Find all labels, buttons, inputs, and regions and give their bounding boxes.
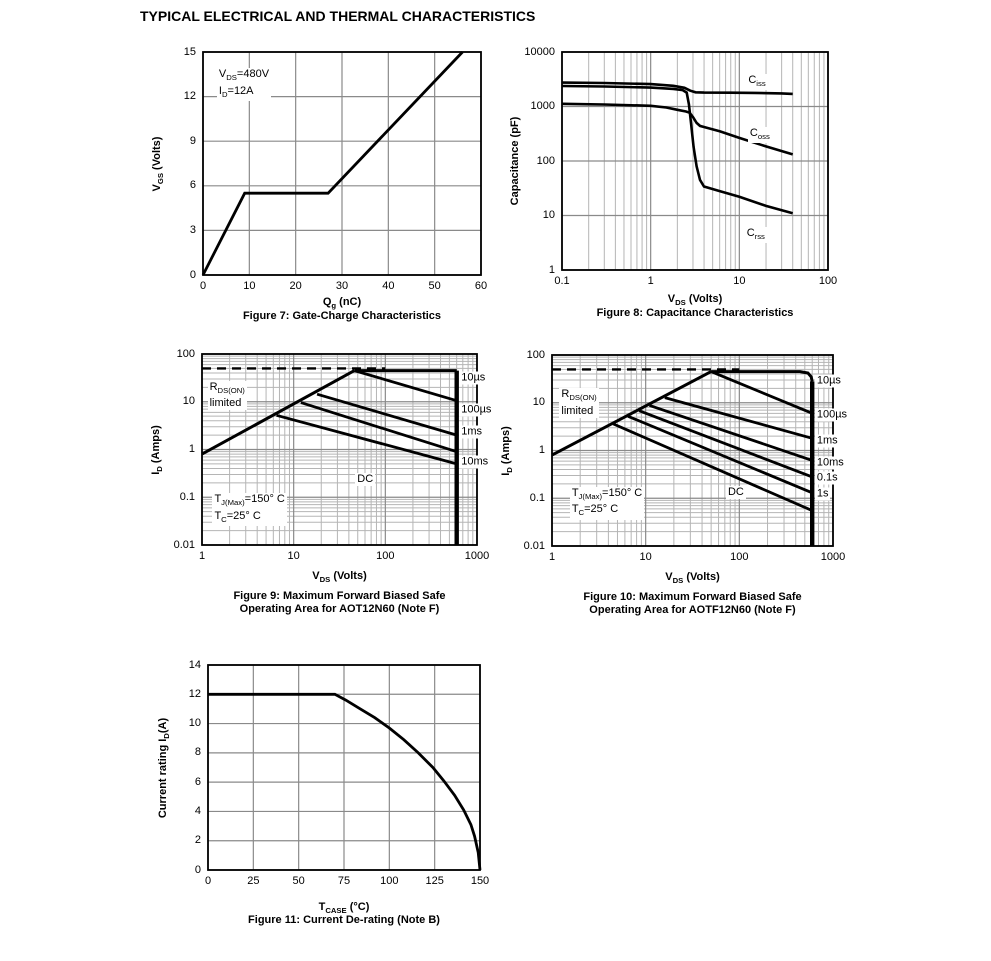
fig9-soa-aot12n60-label-100us: 100µs xyxy=(461,403,492,416)
fig10-soa-aotf12n60-label-10ms: 10ms xyxy=(816,456,844,469)
fig8-capacitance-y-axis-title: Capacitance (pF) xyxy=(509,116,521,206)
fig11-current-derating-ytick-10: 10 xyxy=(188,717,201,730)
fig8-capacitance-caption: Figure 8: Capacitance Characteristics xyxy=(596,307,794,319)
fig10-soa-aotf12n60-temp-conditions: $T_{J(Max)}=150^\circ$ C $T_C=25^\circ$ C xyxy=(571,487,643,518)
fig9-soa-aot12n60-ytick-10: 10 xyxy=(182,395,195,408)
fig7-gate-charge-caption: Figure 7: Gate-Charge Characteristics xyxy=(242,310,442,322)
fig9-soa-aot12n60-ytick-0.1: 0.1 xyxy=(179,490,195,503)
fig10-soa-aotf12n60-xtick-1000: 1000 xyxy=(820,551,846,563)
fig8-capacitance-xtick-1: 1 xyxy=(647,275,654,287)
fig10-soa-aotf12n60-y-axis-title: $I_D$ (Amps) xyxy=(499,425,515,476)
fig10-soa-aotf12n60-ytick-100: 100 xyxy=(526,348,545,361)
fig7-gate-charge-ytick-3: 3 xyxy=(189,223,196,236)
fig9-soa-aot12n60-xtick-1000: 1000 xyxy=(464,550,490,562)
fig7-gate-charge-test-conditions: $V_{DS}=480V$ $I_D=12A$ xyxy=(218,68,270,99)
fig11-current-derating-ytick-0: 0 xyxy=(194,863,201,876)
fig11-current-derating-xtick-0: 0 xyxy=(204,875,212,887)
fig8-capacitance-ytick-1: 1 xyxy=(548,263,555,276)
fig8-capacitance-xtick-100: 100 xyxy=(818,275,838,287)
fig7-gate-charge-ytick-9: 9 xyxy=(189,134,196,147)
fig7-gate-charge-ytick-12: 12 xyxy=(183,90,196,103)
fig9-soa-aot12n60-xtick-100: 100 xyxy=(376,550,395,562)
fig7-gate-charge-xtick-40: 40 xyxy=(382,280,395,292)
fig8-capacitance-xtick-0.1: 0.1 xyxy=(554,275,570,287)
fig7-gate-charge-xtick-30: 30 xyxy=(335,280,349,292)
fig9-soa-aot12n60-label-10us: 10µs xyxy=(461,371,486,384)
fig8-capacitance-ytick-10000: 10000 xyxy=(524,45,555,58)
fig11-current-derating-ytick-6: 6 xyxy=(194,775,201,788)
fig9-soa-aot12n60-label-1ms: 1ms xyxy=(461,425,482,438)
fig10-soa-aotf12n60-xtick-100: 100 xyxy=(730,551,749,563)
fig11-current-derating-xtick-25: 25 xyxy=(247,875,260,887)
fig11-current-derating-xtick-125: 125 xyxy=(425,875,444,887)
fig9-soa-aot12n60-ytick-100: 100 xyxy=(176,347,195,360)
fig7-gate-charge-x-axis-title: $Q_g$ (nC) xyxy=(322,296,362,311)
fig8-capacitance-crss-label: $C_{rss}$ xyxy=(746,226,765,241)
fig11-current-derating-ytick-4: 4 xyxy=(194,804,201,817)
fig9-soa-aot12n60-x-axis-title: $V_{DS}$ (Volts) xyxy=(312,570,367,585)
fig8-capacitance-xtick-10: 10 xyxy=(733,275,746,287)
page-title: TYPICAL ELECTRICAL AND THERMAL CHARACTERISTICS xyxy=(140,8,536,24)
fig7-gate-charge-y-axis-title: $V_{GS}$ (Volts) xyxy=(150,136,166,191)
fig11-current-derating-ytick-8: 8 xyxy=(194,746,201,759)
fig8-capacitance-coss-label: $C_{oss}$ xyxy=(749,127,770,142)
fig11-current-derating-xtick-100: 100 xyxy=(380,875,399,887)
fig10-soa-aotf12n60-x-axis-title: $V_{DS}$ (Volts) xyxy=(665,571,720,586)
fig9-soa-aot12n60-y-axis-title: $I_D$ (Amps) xyxy=(149,424,165,475)
fig10-soa-aotf12n60-label-01s: 0.1s xyxy=(816,471,838,484)
fig10-soa-aotf12n60-ytick-10: 10 xyxy=(532,396,545,409)
fig10-soa-aotf12n60-label-100us: 100µs xyxy=(816,408,848,421)
fig7-gate-charge-ytick-6: 6 xyxy=(189,179,196,192)
fig11-current-derating-ytick-14: 14 xyxy=(188,658,201,671)
fig8-capacitance-ytick-1000: 1000 xyxy=(530,100,555,112)
fig10-soa-aotf12n60-ytick-0.1: 0.1 xyxy=(529,491,545,504)
fig10-soa-aotf12n60-xtick-1: 1 xyxy=(548,551,556,563)
fig8-capacitance-x-axis-title: $V_{DS}$ (Volts) xyxy=(667,293,723,308)
fig10-soa-aotf12n60-label-1s: 1s xyxy=(816,487,829,500)
fig9-soa-aot12n60-temp-conditions: $T_{J(Max)}=150^\circ$ C $T_C=25^\circ$ C xyxy=(214,493,285,524)
fig8-capacitance-ytick-10: 10 xyxy=(542,209,555,221)
fig11-current-derating-ytick-2: 2 xyxy=(194,834,201,847)
fig11-current-derating-y-axis-title: Current rating $I_D(A)$ xyxy=(156,717,172,818)
fig11-current-derating-x-axis-title: $T_{CASE}$ (°C) xyxy=(318,901,370,916)
fig9-soa-aot12n60-label-10ms: 10ms xyxy=(461,455,489,468)
fig9-soa-aot12n60-caption: Figure 9: Maximum Forward Biased Safe Operating Area for AOT12N60 (Note F) xyxy=(233,590,446,615)
fig8-capacitance-ytick-100: 100 xyxy=(536,154,555,167)
fig10-soa-aotf12n60-ytick-1: 1 xyxy=(538,444,545,456)
fig11-current-derating-xtick-75: 75 xyxy=(337,875,351,887)
fig9-soa-aot12n60-xtick-10: 10 xyxy=(287,550,300,562)
fig9-soa-aot12n60-ytick-0.01: 0.01 xyxy=(173,538,195,551)
fig10-soa-aotf12n60-xtick-10: 10 xyxy=(639,551,652,563)
fig7-gate-charge-ytick-15: 15 xyxy=(183,45,196,58)
fig9-soa-aot12n60-rds-limited-label: $R_{DS(ON)}$ limited xyxy=(209,381,245,410)
fig9-soa-aot12n60-ytick-1: 1 xyxy=(188,443,195,455)
fig11-current-derating-xtick-50: 50 xyxy=(292,875,305,887)
fig7-gate-charge-xtick-10: 10 xyxy=(243,280,256,292)
fig7-gate-charge-xtick-0: 0 xyxy=(199,280,207,292)
fig11-current-derating-caption: Figure 11: Current De-rating (Note B) xyxy=(248,914,440,926)
fig7-gate-charge-xtick-60: 60 xyxy=(474,280,488,292)
fig11-current-derating-ytick-12: 12 xyxy=(188,687,201,700)
fig11-current-derating-xtick-150: 150 xyxy=(470,875,490,887)
fig10-soa-aotf12n60-label-1ms: 1ms xyxy=(816,434,838,447)
fig10-soa-aotf12n60-dc-label: DC xyxy=(727,486,744,499)
fig7-gate-charge-xtick-20: 20 xyxy=(289,280,302,292)
fig9-soa-aot12n60-dc-label: DC xyxy=(357,473,374,486)
fig8-capacitance-ciss-label: $C_{iss}$ xyxy=(748,73,766,88)
fig10-soa-aotf12n60-ytick-0.01: 0.01 xyxy=(523,539,545,552)
fig10-soa-aotf12n60-label-10us: 10µs xyxy=(816,374,841,387)
fig10-soa-aotf12n60-caption: Figure 10: Maximum Forward Biased Safe Operating Area for AOTF12N60 (Note F) xyxy=(583,591,802,616)
fig9-soa-aot12n60-xtick-1: 1 xyxy=(198,550,206,562)
fig7-gate-charge-ytick-0: 0 xyxy=(189,268,196,281)
fig10-soa-aotf12n60-rds-limited-label: $R_{DS(ON)}$ limited xyxy=(561,388,597,417)
fig7-gate-charge-xtick-50: 50 xyxy=(428,280,441,292)
